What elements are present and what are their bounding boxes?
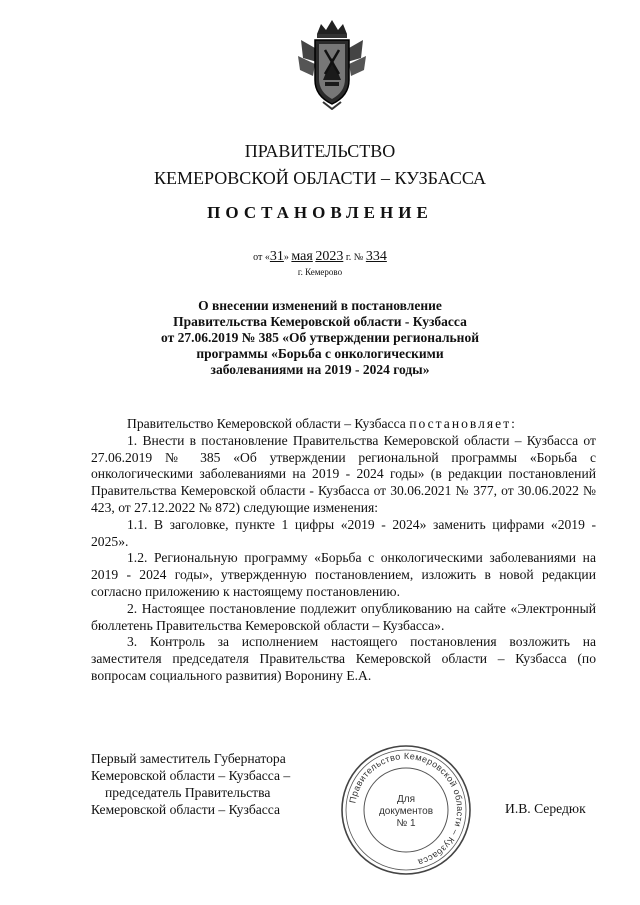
signer-name: И.В. Середюк xyxy=(505,801,586,816)
decree-number: 334 xyxy=(365,249,387,264)
date-month: мая xyxy=(291,249,313,264)
title-line: заболеваниями на 2019 - 2024 годы» xyxy=(210,362,430,377)
document-title xyxy=(0,298,640,378)
coat-of-arms-icon xyxy=(295,18,369,110)
title-line: от 27.06.2019 № 385 «Об утверждении региональной xyxy=(161,330,479,345)
date-day: 31 xyxy=(269,249,284,264)
number-label: № xyxy=(353,252,364,263)
paragraph-1-2: 1.2. Региональную программу «Борьба с онкологическими заболеваниями на 2019 - 2024 годы», утвержденную постановлением, изложить в новой редакции согласно приложению к настоящему постановлению. xyxy=(91,550,596,599)
signer-line-3: председатель Правительства xyxy=(105,785,271,800)
official-stamp xyxy=(338,742,474,878)
signer-line-2: Кемеровской области – Кузбасса – xyxy=(91,768,291,783)
intro-paragraph xyxy=(91,416,596,433)
stamp-center-2: документов xyxy=(378,806,434,817)
paragraph-3: 3. Контроль за исполнением настоящего постановления возложить на заместителя председателя Правительства Кемеровской области – Кузбасса (по вопросам социального развития) Воронину Е.А. xyxy=(91,634,596,683)
organization-name xyxy=(0,138,640,192)
signer-line-1: Первый заместитель Губернатора xyxy=(91,751,286,766)
city: г. Кемерово xyxy=(297,267,343,277)
signer-position xyxy=(91,750,341,818)
stamp-center-3: № 1 xyxy=(396,818,416,829)
date-close: » xyxy=(283,252,289,263)
stamp-center-1: Для xyxy=(396,794,416,805)
intro-prefix: Правительство Кемеровской области – Кузбасса xyxy=(127,416,406,431)
org-line-1: ПРАВИТЕЛЬСТВО xyxy=(244,141,396,161)
title-line: Правительства Кемеровской области - Кузбасса xyxy=(173,314,467,329)
signer-line-4: Кемеровской области – Кузбасса xyxy=(91,802,281,817)
paragraph-2: 2. Настоящее постановление подлежит опубликованию на сайте «Электронный бюллетень Правительства Кемеровской области – Кузбасса». xyxy=(91,600,596,633)
title-line: О внесении изменений в постановление xyxy=(198,298,442,313)
intro-verb: постановляет: xyxy=(409,416,517,431)
paragraph-1: 1. Внести в постановление Правительства Кемеровской области – Кузбасса от 27.06.2019 № 385 «Об утверждении региональной программы «Борьба с онкологическими заболеваниями на 2019 - 2024 годы» (в редакции постановлений Правительства Кемеровской области - Кузбасса от 30.06.2021 № 377, от 30.06.2022 № 423, от 27.12.2022 № 872) следующие изменения: xyxy=(91,432,596,515)
document-type: ПОСТАНОВЛЕНИЕ xyxy=(207,203,433,222)
title-line: программы «Борьба с онкологическими xyxy=(196,346,444,361)
document-body xyxy=(91,416,596,685)
date-year: 2023 xyxy=(315,249,344,264)
paragraph-1-1: 1.1. В заголовке, пункте 1 цифры «2019 - 2024» заменить цифрами «2019 - 2025». xyxy=(91,516,596,549)
stamp-ring-text: Правительство Кемеровской области – Кузбасса xyxy=(347,750,466,868)
org-line-2: КЕМЕРОВСКОЙ ОБЛАСТИ – КУЗБАССА xyxy=(154,168,486,188)
date-line xyxy=(0,249,640,265)
date-from: от « xyxy=(253,252,270,263)
date-g: г. xyxy=(345,252,352,263)
